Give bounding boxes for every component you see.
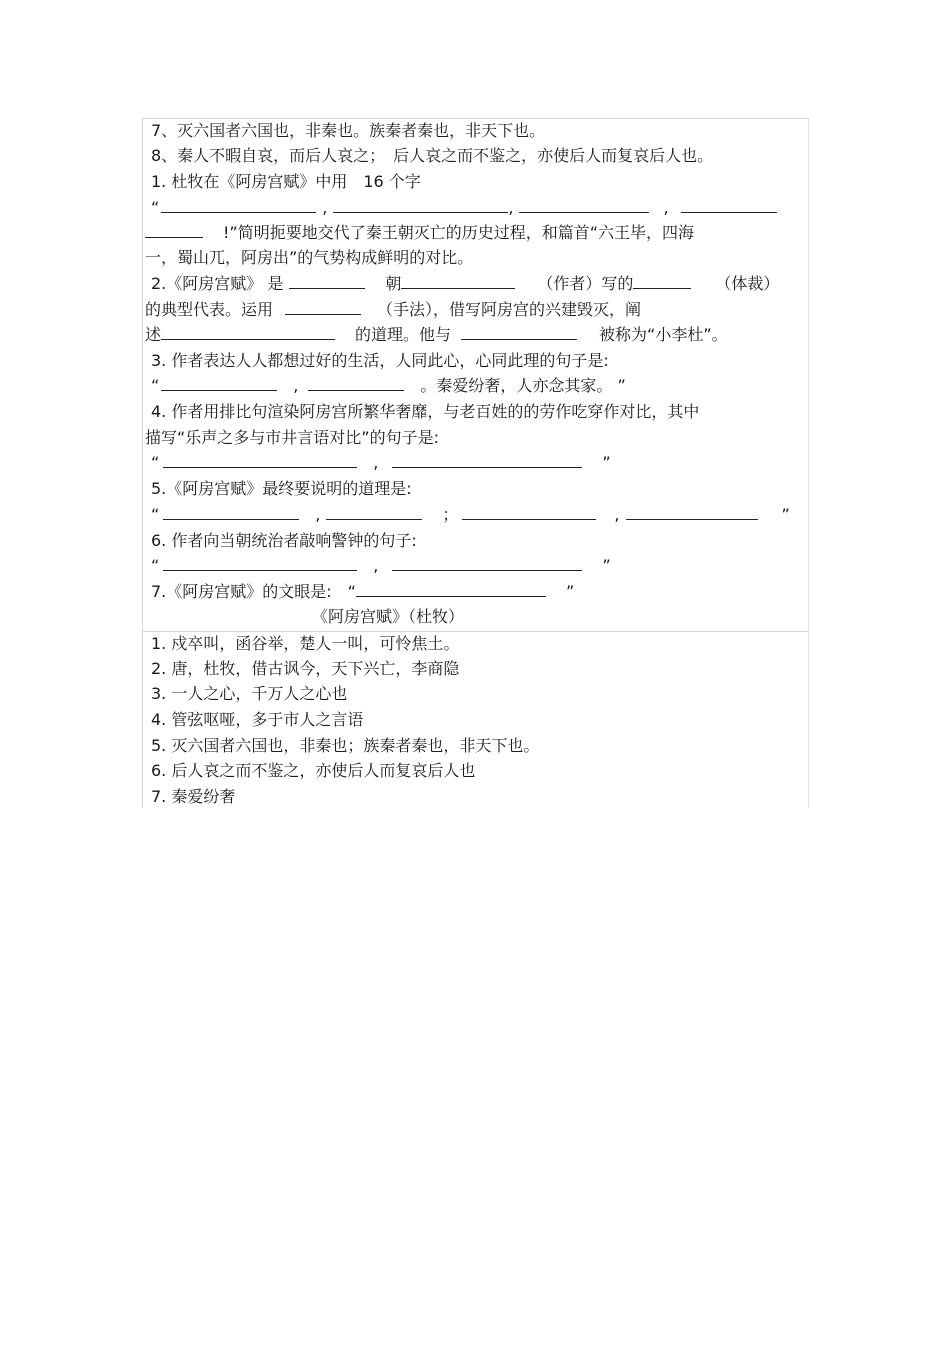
close-quote: ” [602, 556, 611, 575]
comma: , [315, 505, 321, 524]
q1-line-4: 一，蜀山兀，阿房出”的气势构成鲜明的对比。 [145, 248, 474, 267]
answer-7: 7. 秦爱纷奢 [151, 787, 236, 806]
comma: , [373, 453, 379, 472]
comma: , [373, 556, 379, 575]
comma: , [663, 198, 669, 217]
question-5: 5.《阿房宫赋》最终要说明的道理是: [151, 479, 412, 498]
comma: , [508, 198, 514, 217]
close-quote: ” [565, 582, 575, 601]
q1-text: !”简明扼要地交代了秦王朝灭亡的历史过程，和篇首“六王毕，四海 [223, 223, 694, 242]
blank[interactable] [163, 556, 357, 571]
blank[interactable] [161, 376, 277, 391]
q5-blanks-row [151, 505, 790, 525]
blank[interactable] [161, 198, 316, 213]
open-quote: “ [151, 376, 160, 395]
question-3: 3. 作者表达人人都想过好的生活，人同此心，心同此理的句子是: [151, 351, 609, 370]
line-8: 8、秦人不暇自哀，而后人哀之； 后人哀之而不鉴之，亦使后人而复哀后人也。 [151, 146, 714, 165]
blank[interactable] [163, 453, 357, 468]
blank[interactable] [401, 274, 515, 289]
question-7 [151, 582, 574, 602]
blank[interactable] [289, 274, 365, 289]
close-quote: ” [781, 505, 790, 524]
question-2-line-2 [145, 300, 641, 320]
q2-text: 的道理。他与 [355, 325, 452, 344]
answer-5: 5. 灭六国者六国也，非秦也；族秦者秦也，非天下也。 [151, 736, 540, 755]
blank[interactable] [285, 300, 361, 315]
blank[interactable] [633, 274, 691, 289]
blank[interactable] [462, 505, 596, 520]
blank[interactable] [461, 325, 577, 340]
question-frame [142, 118, 809, 632]
open-quote: “ [151, 505, 160, 524]
q1-line-3 [145, 223, 694, 243]
open-quote: “ [151, 453, 160, 472]
q2-text: （体裁） [715, 274, 780, 293]
question-2-line-3 [145, 325, 728, 345]
answer-1: 1. 戍卒叫，函谷举，楚人一叫，可怜焦土。 [151, 634, 460, 653]
q2-text: 述 [145, 325, 162, 344]
answer-4: 4. 管弦呕哑，多于市人之言语 [151, 710, 364, 729]
blank[interactable] [308, 376, 404, 391]
close-quote: ” [602, 453, 611, 472]
q2-text: 朝 [385, 274, 402, 293]
q7-text: 7.《阿房宫赋》的文眼是: “ [151, 582, 356, 601]
line-7: 7、灭六国者六国也，非秦也。族秦者秦也，非天下也。 [151, 121, 546, 140]
blank[interactable] [161, 325, 335, 340]
q2-text: 2.《阿房宫赋》 是 [151, 274, 284, 293]
q6-blanks-row [151, 556, 611, 576]
q2-text: （作者）写的 [537, 274, 634, 293]
question-6: 6. 作者向当朝统治者敲响警钟的句子: [151, 531, 417, 550]
question-2 [151, 274, 779, 294]
comma: , [293, 376, 299, 395]
q3-blanks-row [151, 376, 626, 396]
blank[interactable] [326, 505, 422, 520]
blank[interactable] [681, 198, 777, 213]
q3-text: 。秦爱纷奢，人亦念其家。 ” [420, 376, 626, 395]
blank[interactable] [519, 198, 649, 213]
section-title: 《阿房宫赋》（杜牧） [312, 607, 465, 626]
answer-3: 3. 一人之心，千万人之心也 [151, 684, 348, 703]
open-quote: “ [151, 556, 160, 575]
comma: , [322, 198, 328, 217]
blank[interactable] [333, 198, 508, 213]
blank[interactable] [392, 453, 582, 468]
question-4-line-2: 描写“乐声之多与市井言语对比”的句子是: [145, 428, 439, 447]
answer-6: 6. 后人哀之而不鉴之，亦使后人而复哀后人也 [151, 761, 476, 780]
blank[interactable] [163, 505, 299, 520]
semicolon: ； [442, 505, 459, 524]
q2-text: （手法），借写阿房宫的兴建毁灭，阐 [377, 300, 642, 319]
open-quote: “ [151, 198, 160, 217]
q2-text: 被称为“小李杜”。 [599, 325, 728, 344]
blank[interactable] [392, 556, 582, 571]
q1-blanks-row [151, 198, 777, 218]
answer-2: 2. 唐，杜牧，借古讽今，天下兴亡，李商隐 [151, 659, 460, 678]
blank[interactable] [626, 505, 758, 520]
blank[interactable] [356, 582, 546, 597]
question-1: 1. 杜牧在《阿房宫赋》中用 16 个字 [151, 172, 421, 191]
comma: , [614, 505, 620, 524]
q2-text: 的典型代表。运用 [145, 300, 274, 319]
question-4: 4. 作者用排比句渲染阿房宫所繁华奢靡，与老百姓的的劳作吃穿作对比，其中 [151, 402, 700, 421]
q4-blanks-row [151, 453, 611, 473]
blank[interactable] [145, 223, 203, 238]
